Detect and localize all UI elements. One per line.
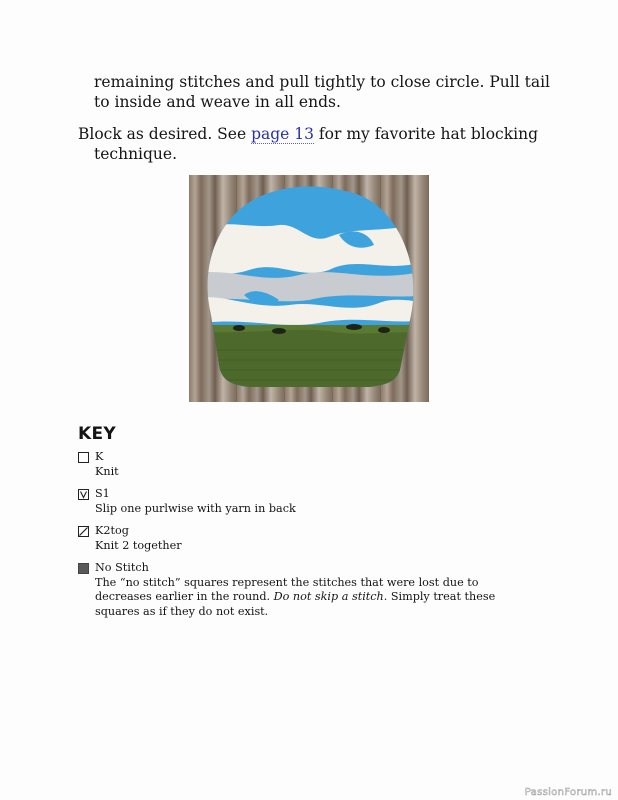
slash-square-icon [78, 526, 89, 537]
key-item-description [95, 576, 515, 620]
key-item-name: S1 [95, 487, 110, 500]
filled-square-icon [78, 563, 89, 574]
key-item-name: K [95, 450, 104, 463]
watermark: PassionForum.ru [524, 787, 612, 798]
blocking-instructions [78, 124, 564, 164]
description-emphasis: Do not skip a stitch [273, 590, 384, 603]
key-item-description: Slip one purlwise with yarn in back [95, 501, 296, 515]
key-item-name: No Stitch [95, 561, 149, 574]
hat-photo [189, 175, 429, 402]
description-text: The “no stitch” squares represent the stitches that were lost due to decreases earlier in the round. [95, 575, 479, 603]
key-item-description: Knit [95, 464, 119, 478]
description-text: . Simply treat these squares as if they do not exist. [95, 590, 496, 618]
key-item-name: K2tog [95, 524, 129, 537]
check-square-icon [78, 489, 89, 500]
blocking-suffix: for my favorite hat blocking technique. [94, 125, 538, 163]
empty-square-icon [78, 452, 89, 463]
finishing-text: remaining stitches and pull tightly to close circle. Pull tail to inside and weave in all ends. [94, 73, 550, 111]
finishing-instructions [94, 72, 554, 112]
blocking-prefix: Block as desired. See [78, 125, 252, 143]
key-heading: KEY [78, 424, 116, 444]
key-item-description: Knit 2 together [95, 538, 182, 552]
page-13-link[interactable]: page 13 [251, 125, 314, 143]
hat-illustration [189, 175, 429, 402]
